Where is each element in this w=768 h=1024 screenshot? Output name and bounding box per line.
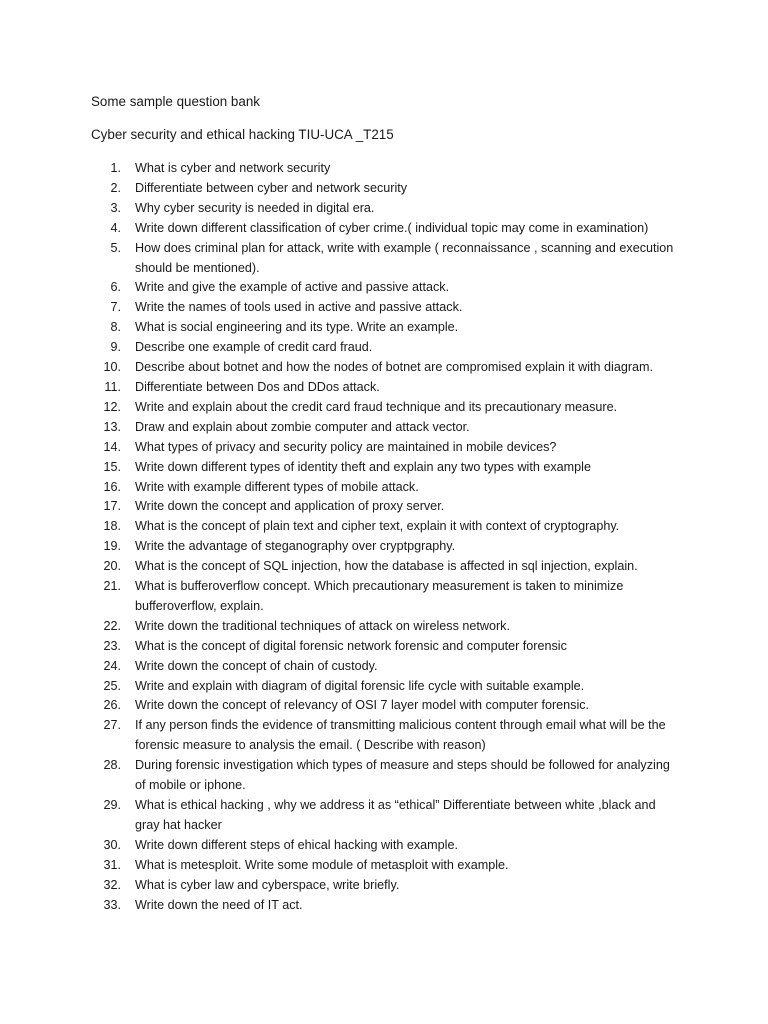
question-number: 4.: [110, 220, 121, 235]
question-item: [0, 836, 768, 856]
question-text: How does criminal plan for attack, write with example ( reconnaissance , scanning and execution should be mentioned).: [135, 240, 674, 275]
question-item: [0, 378, 768, 398]
question-number: 1.: [110, 161, 121, 175]
question-item: [0, 199, 768, 219]
question-item: [0, 637, 768, 657]
question-text: Write down the concept of chain of custody.: [135, 658, 378, 673]
question-item: [0, 517, 768, 537]
question-number: 23.: [103, 638, 121, 653]
question-number: 15.: [103, 459, 121, 474]
question-number: 11.: [104, 379, 121, 394]
question-text: Differentiate between Dos and DDos attack.: [135, 379, 380, 394]
question-number: 32.: [103, 877, 121, 892]
question-text: Write and explain about the credit card fraud technique and its precautionary measure.: [135, 399, 618, 414]
question-number: 9.: [110, 340, 121, 355]
question-item: [0, 896, 768, 916]
question-item: [0, 696, 768, 716]
question-text: Differentiate between cyber and network security: [135, 180, 408, 195]
question-item: [0, 318, 768, 338]
question-item: [0, 338, 768, 358]
question-text: What is metesploit. Write some module of metasploit with example.: [135, 857, 509, 872]
question-item: [0, 716, 768, 756]
question-text: Write the names of tools used in active and passive attack.: [135, 300, 463, 315]
question-text: Describe one example of credit card fraud.: [135, 340, 373, 355]
question-item: [0, 179, 768, 199]
question-item: [0, 458, 768, 478]
question-text: What is the concept of SQL injection, how the database is affected in sql injection, explain.: [135, 559, 638, 574]
question-item: [0, 438, 768, 458]
question-item: [0, 358, 768, 378]
question-text: Why cyber security is needed in digital era.: [135, 200, 375, 215]
question-item: [0, 278, 768, 298]
question-number: 30.: [103, 837, 121, 852]
question-number: 26.: [103, 698, 121, 713]
question-item: [0, 497, 768, 517]
question-text: During forensic investigation which types of measure and steps should be followed for analyzing of mobile or iphone.: [135, 758, 670, 793]
question-item: [0, 298, 768, 318]
question-number: 12.: [103, 399, 121, 414]
question-text: What is bufferoverflow concept. Which precautionary measurement is taken to minimize bufferoverflow, explain.: [135, 579, 624, 613]
question-item: [0, 796, 768, 836]
question-item: [0, 219, 768, 239]
question-number: 33.: [103, 897, 121, 912]
question-item: [0, 756, 768, 796]
question-number: 13.: [103, 419, 121, 434]
question-text: Draw and explain about zombie computer and attack vector.: [135, 419, 470, 434]
question-item: [0, 617, 768, 637]
question-number: 16.: [103, 479, 121, 494]
question-text: Write down the concept of relevancy of OSI 7 layer model with computer forensic.: [135, 698, 590, 713]
question-item: [0, 239, 768, 279]
question-item: [0, 657, 768, 677]
question-text: What is the concept of plain text and cipher text, explain it with context of cryptography.: [135, 519, 620, 534]
question-text: What is social engineering and its type. Write an example.: [135, 320, 459, 335]
question-number: 24.: [103, 658, 121, 673]
question-text: What is cyber and network security: [135, 161, 331, 175]
question-item: [0, 159, 768, 179]
question-number: 7.: [110, 300, 121, 315]
question-number: 31.: [103, 857, 121, 872]
question-number: 17.: [103, 499, 121, 514]
question-text: What is ethical hacking , why we address it as “ethical” Differentiate between white ,black and gray hat hacker: [135, 798, 656, 832]
question-item: [0, 856, 768, 876]
question-text: Write and explain with diagram of digital forensic life cycle with suitable example.: [135, 678, 585, 693]
question-text: Write down different classification of cyber crime.( individual topic may come in examination): [135, 220, 649, 235]
question-number: 28.: [103, 758, 121, 773]
question-number: 21.: [103, 579, 121, 594]
question-text: If any person finds the evidence of transmitting malicious content through email what will be the forensic measure to analysis the email. ( Describe with reason): [135, 718, 666, 753]
document-heading: Some sample question bank: [91, 94, 260, 109]
question-text: Write down different steps of ehical hacking with example.: [135, 837, 458, 852]
question-text: Write down different types of identity theft and explain any two types with example: [135, 459, 591, 474]
question-text: Write down the traditional techniques of attack on wireless network.: [135, 618, 510, 633]
question-number: 3.: [110, 200, 121, 215]
question-item: [0, 478, 768, 498]
question-number: 25.: [103, 678, 121, 693]
question-text: Describe about botnet and how the nodes of botnet are compromised explain it with diagram.: [135, 360, 654, 375]
question-text: What is the concept of digital forensic network forensic and computer forensic: [135, 638, 567, 653]
question-number: 14.: [103, 439, 121, 454]
question-number: 2.: [110, 180, 121, 195]
question-list: [0, 159, 768, 915]
question-number: 20.: [103, 559, 121, 574]
question-text: Write down the concept and application of proxy server.: [135, 499, 445, 514]
question-text: What types of privacy and security policy are maintained in mobile devices?: [135, 439, 557, 454]
question-number: 22.: [103, 618, 121, 633]
question-number: 5.: [110, 240, 121, 255]
question-number: 29.: [103, 798, 121, 812]
question-number: 6.: [110, 280, 121, 295]
question-text: What is cyber law and cyberspace, write briefly.: [135, 877, 400, 892]
question-text: Write down the need of IT act.: [135, 897, 303, 912]
question-number: 27.: [103, 718, 121, 733]
question-text: Write with example different types of mobile attack.: [135, 479, 419, 494]
question-number: 19.: [103, 539, 121, 554]
question-item: [0, 418, 768, 438]
question-text: Write and give the example of active and passive attack.: [135, 280, 450, 295]
question-item: [0, 577, 768, 617]
question-item: [0, 677, 768, 697]
question-item: [0, 876, 768, 896]
question-item: [0, 398, 768, 418]
question-item: [0, 557, 768, 577]
question-number: 18.: [103, 519, 121, 534]
question-number: 8.: [110, 320, 121, 335]
question-item: [0, 537, 768, 557]
question-text: Write the advantage of steganography over cryptpgraphy.: [135, 539, 456, 554]
question-number: 10.: [103, 360, 121, 375]
document-subheading: Cyber security and ethical hacking TIU-UCA _T215: [91, 127, 394, 142]
